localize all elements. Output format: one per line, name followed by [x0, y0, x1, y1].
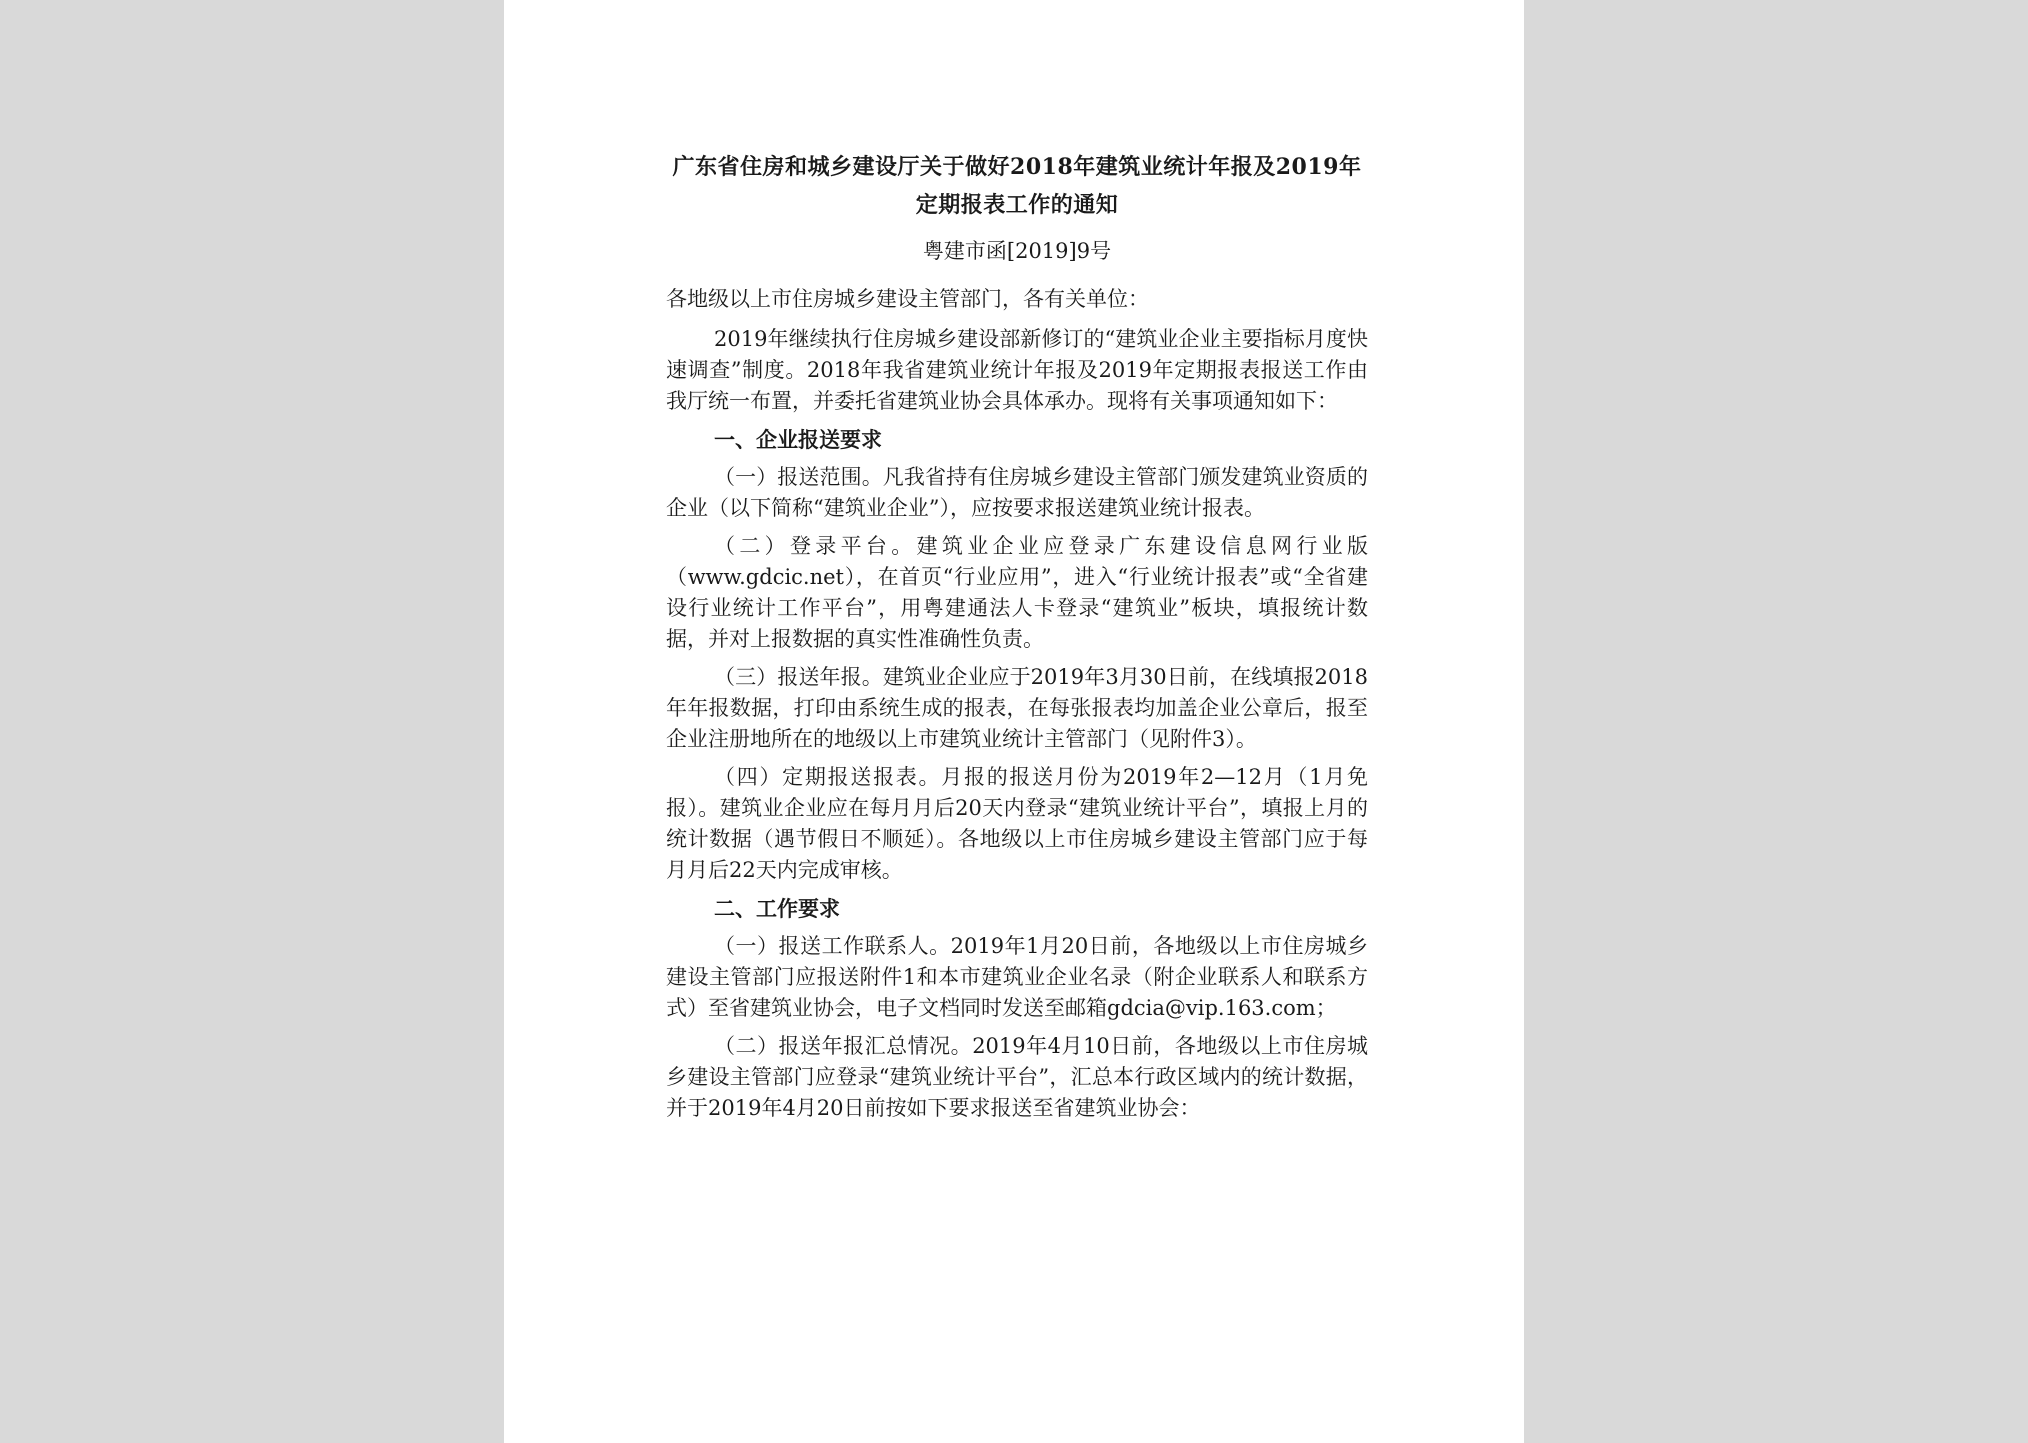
document-number: 粤建市函[2019]9号 — [922, 239, 1112, 263]
section-heading-2: 二、工作要求 — [714, 896, 840, 921]
document-title: 广东省住房和城乡建设厅关于做好2018年建筑业统计年报及2019年定期报表工作的通知 — [672, 154, 1362, 218]
section-heading-1: 一、企业报送要求 — [714, 427, 882, 452]
document-page — [504, 0, 1524, 1443]
salutation: 各地级以上市住房城乡建设主管部门，各有关单位： — [666, 287, 1149, 311]
section2-item-2: （二）报送年报汇总情况。2019年4月10日前，各地级以上市住房城乡建设主管部门应登录“建筑业统计平台”，汇总本行政区域内的统计数据，并于2019年4月20日前按如下要求报送至省建筑业协会： — [666, 1034, 1368, 1120]
section1-item-3: （三）报送年报。建筑业企业应于2019年3月30日前，在线填报2018年年报数据，打印由系统生成的报表，在每张报表均加盖企业公章后，报至企业注册地所在的地级以上市建筑业统计主管部门（见附件3）。 — [666, 665, 1368, 751]
intro-paragraph: 2019年继续执行住房城乡建设部新修订的“建筑业企业主要指标月度快速调查”制度。2018年我省建筑业统计年报及2019年定期报表报送工作由我厅统一布置，并委托省建筑业协会具体承办。现将有关事项通知如下： — [666, 327, 1368, 413]
section1-item-1: （一）报送范围。凡我省持有住房城乡建设主管部门颁发建筑业资质的企业（以下简称“建筑业企业”），应按要求报送建筑业统计报表。 — [666, 465, 1368, 520]
section1-item-2: （二）登录平台。建筑业企业应登录广东建设信息网行业版（www.gdcic.net），在首页“行业应用”，进入“行业统计报表”或“全省建设行业统计工作平台”，用粤建通法人卡登录“建筑业”板块，填报统计数据，并对上报数据的真实性准确性负责。 — [666, 534, 1368, 651]
section1-item-4: （四）定期报送报表。月报的报送月份为2019年2—12月（1月免报）。建筑业企业应在每月月后20天内登录“建筑业统计平台”，填报上月的统计数据（遇节假日不顺延）。各地级以上市住房城乡建设主管部门应于每月月后22天内完成审核。 — [666, 765, 1368, 882]
section2-item-1: （一）报送工作联系人。2019年1月20日前，各地级以上市住房城乡建设主管部门应报送附件1和本市建筑业企业名录（附企业联系人和联系方式）至省建筑业协会，电子文档同时发送至邮箱gdcia@vip.163.com； — [666, 934, 1368, 1020]
document-body — [666, 148, 1368, 1131]
